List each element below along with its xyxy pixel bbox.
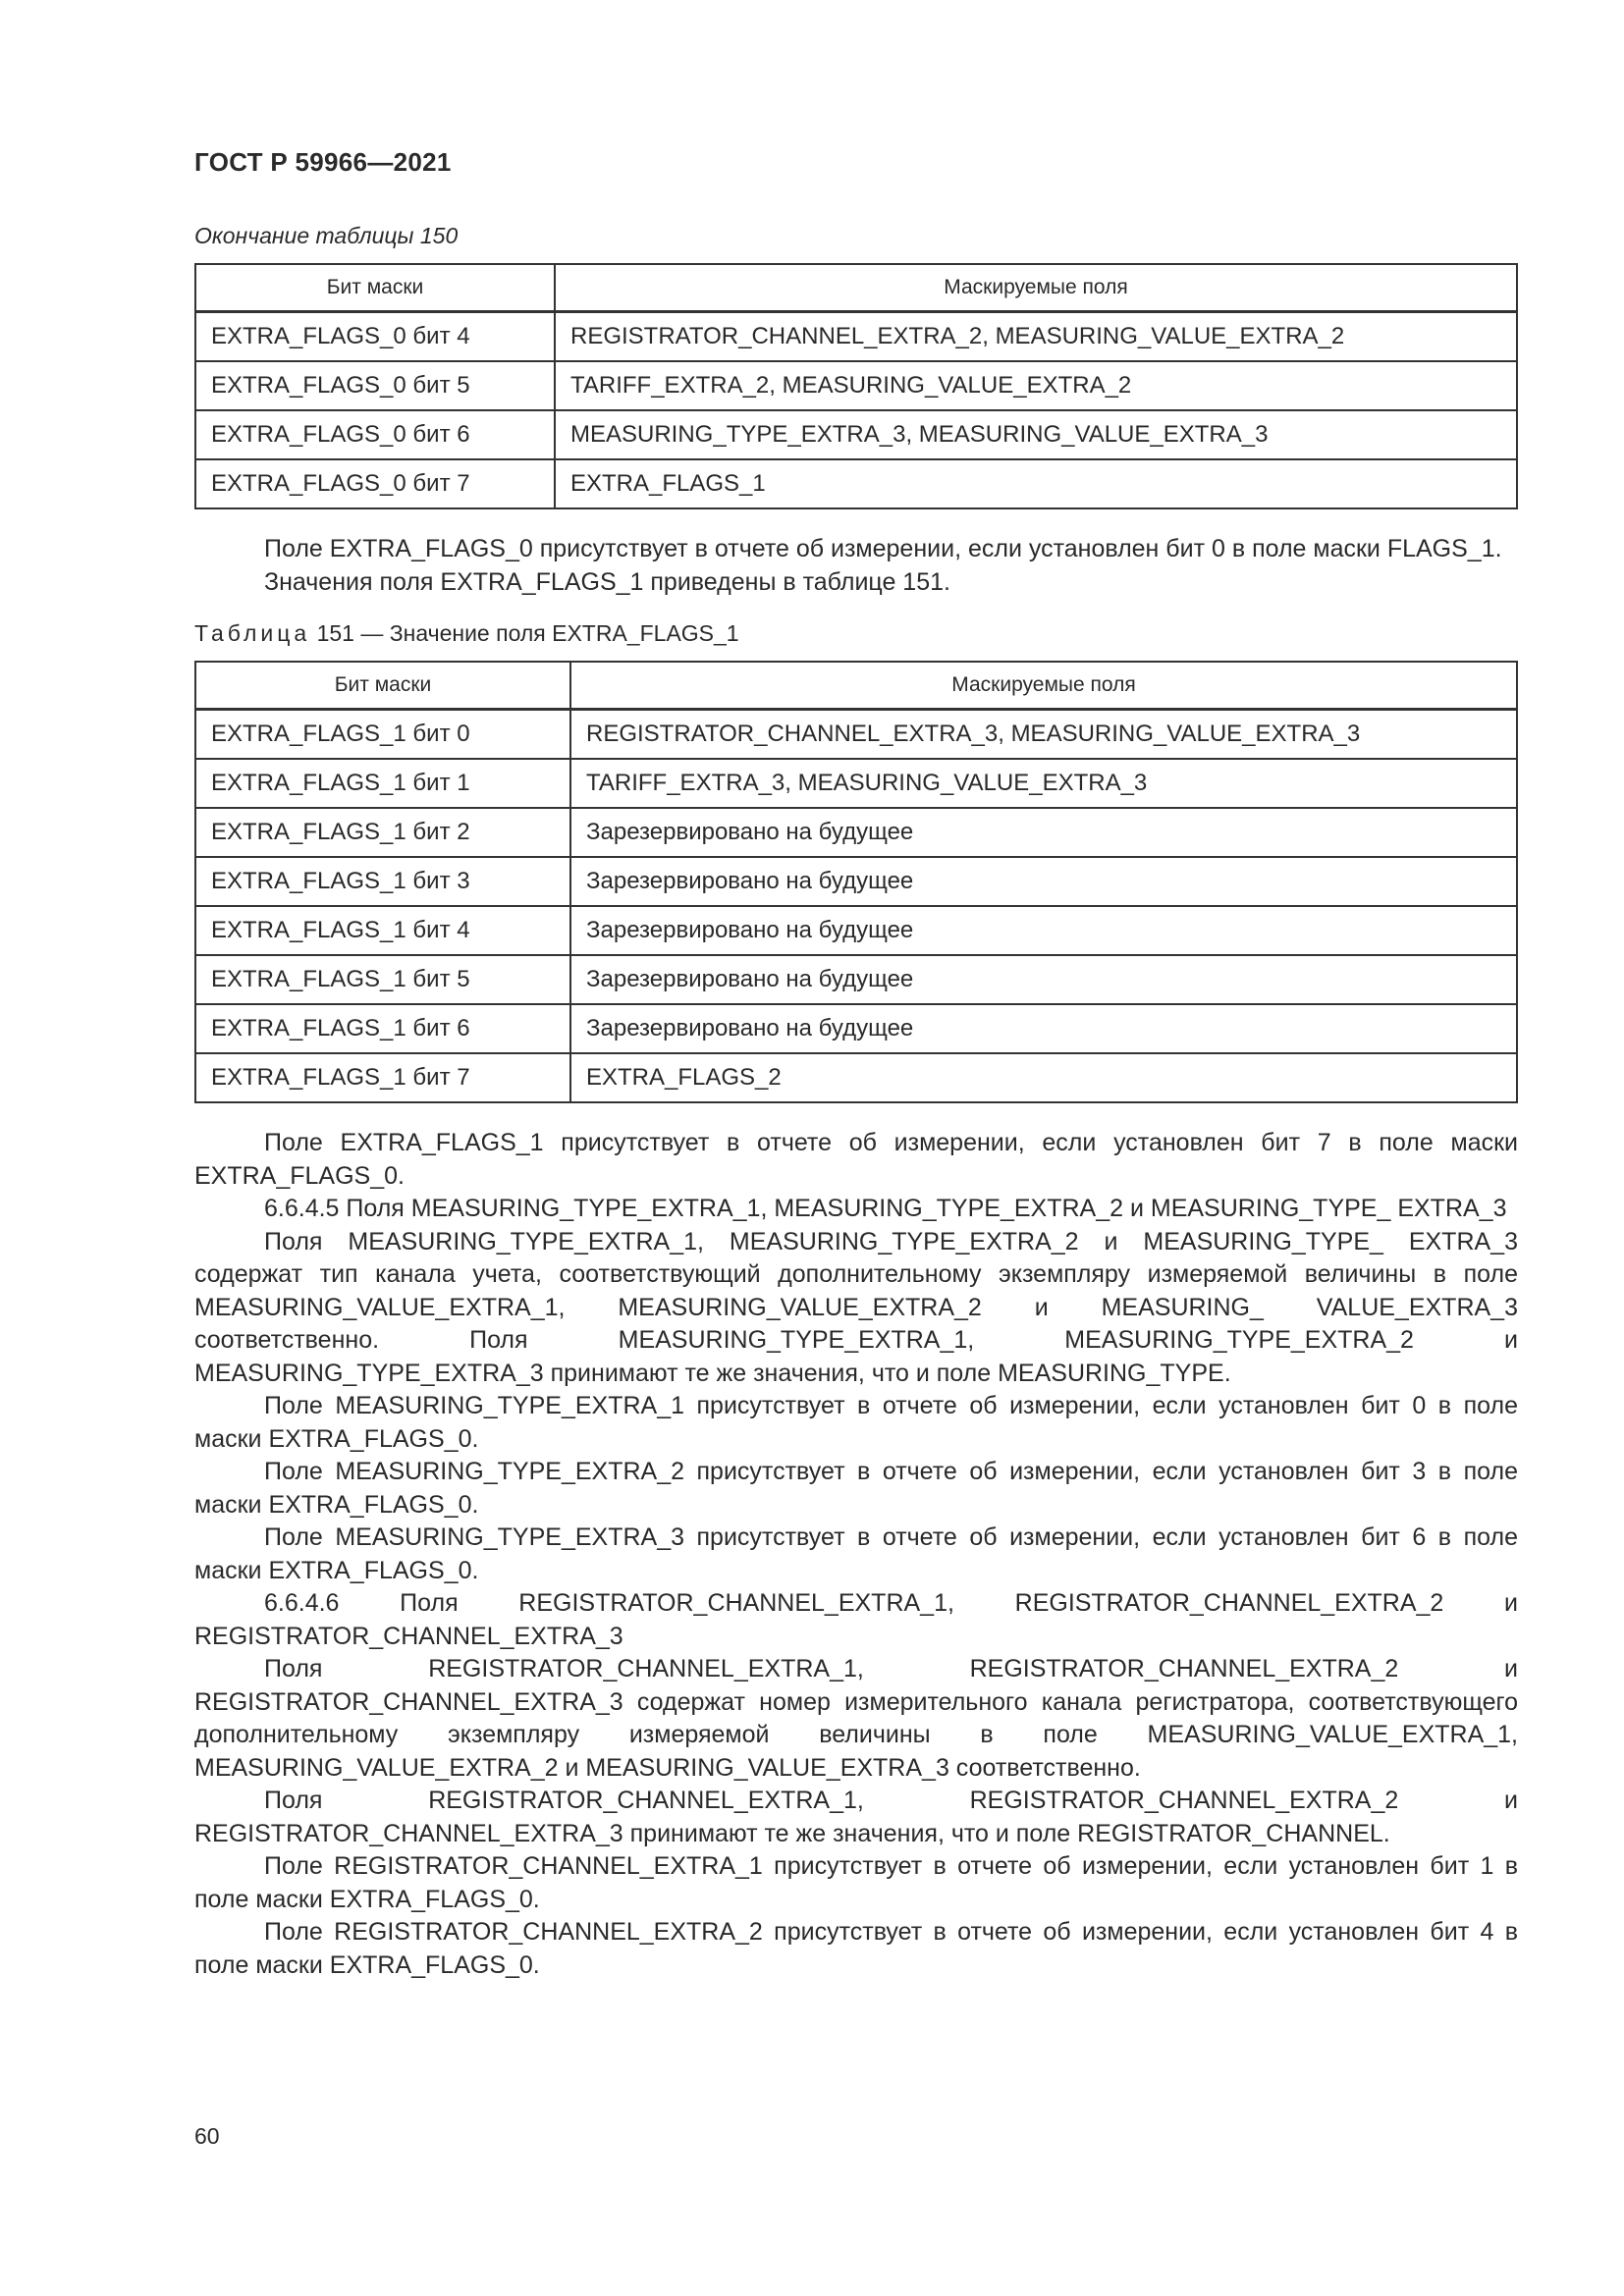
cell-mask-bit: EXTRA_FLAGS_1 бит 5	[195, 955, 570, 1004]
table-row	[195, 857, 1517, 906]
section-heading-6-6-4-5: 6.6.4.5 Поля MEASURING_TYPE_EXTRA_1, MEASURING_TYPE_EXTRA_2 и MEASURING_TYPE_ EXTRA_3	[264, 1195, 1507, 1222]
paragraph: Поле REGISTRATOR_CHANNEL_EXTRA_2 присутствует в отчете об измерении, если установлен бит 4 в поле маски EXTRA_FLAGS_0.	[194, 1918, 1518, 1979]
table-150	[194, 263, 1518, 509]
cell-masked-fields: EXTRA_FLAGS_1	[555, 459, 1517, 508]
cell-masked-fields: TARIFF_EXTRA_3, MEASURING_VALUE_EXTRA_3	[570, 759, 1517, 808]
paragraph: Поле MEASURING_TYPE_EXTRA_2 присутствует в отчете об измерении, если установлен бит 3 в поле маски EXTRA_FLAGS_0.	[194, 1458, 1518, 1519]
cell-mask-bit: EXTRA_FLAGS_0 бит 6	[195, 410, 555, 459]
document-id: ГОСТ Р 59966—2021	[194, 147, 452, 177]
cell-mask-bit: EXTRA_FLAGS_0 бит 7	[195, 459, 555, 508]
document-page	[194, 147, 1518, 1982]
column-header-masked-fields: Маскируемые поля	[570, 662, 1517, 710]
table-row	[195, 410, 1517, 459]
paragraph: Поле EXTRA_FLAGS_1 присутствует в отчете об измерении, если установлен бит 7 в поле маски EXTRA_FLAGS_0.	[194, 1129, 1518, 1190]
cell-masked-fields: REGISTRATOR_CHANNEL_EXTRA_2, MEASURING_VALUE_EXTRA_2	[555, 312, 1517, 362]
cell-masked-fields: MEASURING_TYPE_EXTRA_3, MEASURING_VALUE_EXTRA_3	[555, 410, 1517, 459]
text-block-a	[194, 533, 1518, 599]
table-word: Таблица	[194, 620, 311, 646]
section-heading-6-6-4-6: 6.6.4.6 Поля REGISTRATOR_CHANNEL_EXTRA_1, REGISTRATOR_CHANNEL_EXTRA_2 и REGISTRATOR_CHANNEL_EXTRA_3	[194, 1589, 1518, 1650]
table-header-row	[195, 264, 1517, 312]
cell-mask-bit: EXTRA_FLAGS_1 бит 1	[195, 759, 570, 808]
table-row	[195, 312, 1517, 362]
paragraph: Поле MEASURING_TYPE_EXTRA_3 присутствует в отчете об измерении, если установлен бит 6 в поле маски EXTRA_FLAGS_0.	[194, 1523, 1518, 1584]
column-header-mask-bit: Бит маски	[195, 662, 570, 710]
table-row	[195, 361, 1517, 410]
table-row	[195, 459, 1517, 508]
table-title-rest: 151 — Значение поля EXTRA_FLAGS_1	[316, 620, 739, 646]
paragraph: Поле REGISTRATOR_CHANNEL_EXTRA_1 присутствует в отчете об измерении, если установлен бит 1 в поле маски EXTRA_FLAGS_0.	[194, 1852, 1518, 1913]
paragraph: Поле MEASURING_TYPE_EXTRA_1 присутствует в отчете об измерении, если установлен бит 0 в поле маски EXTRA_FLAGS_0.	[194, 1392, 1518, 1453]
cell-mask-bit: EXTRA_FLAGS_1 бит 0	[195, 710, 570, 760]
paragraph: Значения поля EXTRA_FLAGS_1 приведены в таблице 151.	[264, 567, 950, 596]
paragraph: Поля MEASURING_TYPE_EXTRA_1, MEASURING_TYPE_EXTRA_2 и MEASURING_TYPE_ EXTRA_3 содержат тип канала учета, соответствующий дополнительному экземпляру измеряемой величины в поле MEASURING_VALUE_EXTRA_1, MEASURING_VALUE_EXTRA_2 и MEASURING_ VALUE_EXTRA_3 соответственно. Поля MEASURING_TYPE_EXTRA_1, MEASURING_TYPE_EXTRA_2 и MEASURING_TYPE_EXTRA_3 принимают те же значения, что и поле MEASURING_TYPE.	[194, 1227, 1518, 1387]
cell-masked-fields: REGISTRATOR_CHANNEL_EXTRA_3, MEASURING_VALUE_EXTRA_3	[570, 710, 1517, 760]
page-number: 60	[194, 2123, 220, 2149]
cell-masked-fields: EXTRA_FLAGS_2	[570, 1053, 1517, 1102]
cell-mask-bit: EXTRA_FLAGS_1 бит 2	[195, 808, 570, 857]
paragraph: Поля REGISTRATOR_CHANNEL_EXTRA_1, REGISTRATOR_CHANNEL_EXTRA_2 и REGISTRATOR_CHANNEL_EXTRA_3 принимают те же значения, что и поле REGISTRATOR_CHANNEL.	[194, 1787, 1518, 1847]
cell-masked-fields: Зарезервировано на будущее	[570, 906, 1517, 955]
column-header-mask-bit: Бит маски	[195, 264, 555, 312]
column-header-masked-fields: Маскируемые поля	[555, 264, 1517, 312]
paragraph: Поля REGISTRATOR_CHANNEL_EXTRA_1, REGISTRATOR_CHANNEL_EXTRA_2 и REGISTRATOR_CHANNEL_EXTRA_3 содержат номер измерительного канала регистратора, соответствующего дополнительному экземпляру измеряемой величины в поле MEASURING_VALUE_EXTRA_1, MEASURING_VALUE_EXTRA_2 и MEASURING_VALUE_EXTRA_3 соответственно.	[194, 1655, 1518, 1782]
cell-masked-fields: Зарезервировано на будущее	[570, 808, 1517, 857]
cell-mask-bit: EXTRA_FLAGS_1 бит 7	[195, 1053, 570, 1102]
table-row	[195, 955, 1517, 1004]
cell-mask-bit: EXTRA_FLAGS_1 бит 4	[195, 906, 570, 955]
cell-mask-bit: EXTRA_FLAGS_1 бит 3	[195, 857, 570, 906]
table-151	[194, 661, 1518, 1103]
cell-mask-bit: EXTRA_FLAGS_0 бит 5	[195, 361, 555, 410]
table-row	[195, 759, 1517, 808]
table-row	[195, 906, 1517, 955]
cell-masked-fields: Зарезервировано на будущее	[570, 955, 1517, 1004]
table-row	[195, 1053, 1517, 1102]
table-row	[195, 710, 1517, 760]
table-header-row	[195, 662, 1517, 710]
cell-mask-bit: EXTRA_FLAGS_0 бит 4	[195, 312, 555, 362]
text-block-b	[194, 1127, 1518, 1982]
table-row	[195, 1004, 1517, 1053]
cell-masked-fields: Зарезервировано на будущее	[570, 1004, 1517, 1053]
table-151-title	[194, 620, 1518, 647]
paragraph: Поле EXTRA_FLAGS_0 присутствует в отчете об измерении, если установлен бит 0 в поле маски FLAGS_1.	[264, 535, 1502, 562]
cell-masked-fields: Зарезервировано на будущее	[570, 857, 1517, 906]
cell-mask-bit: EXTRA_FLAGS_1 бит 6	[195, 1004, 570, 1053]
cell-masked-fields: TARIFF_EXTRA_2, MEASURING_VALUE_EXTRA_2	[555, 361, 1517, 410]
table-row	[195, 808, 1517, 857]
table-150-caption: Окончание таблицы 150	[194, 223, 459, 248]
